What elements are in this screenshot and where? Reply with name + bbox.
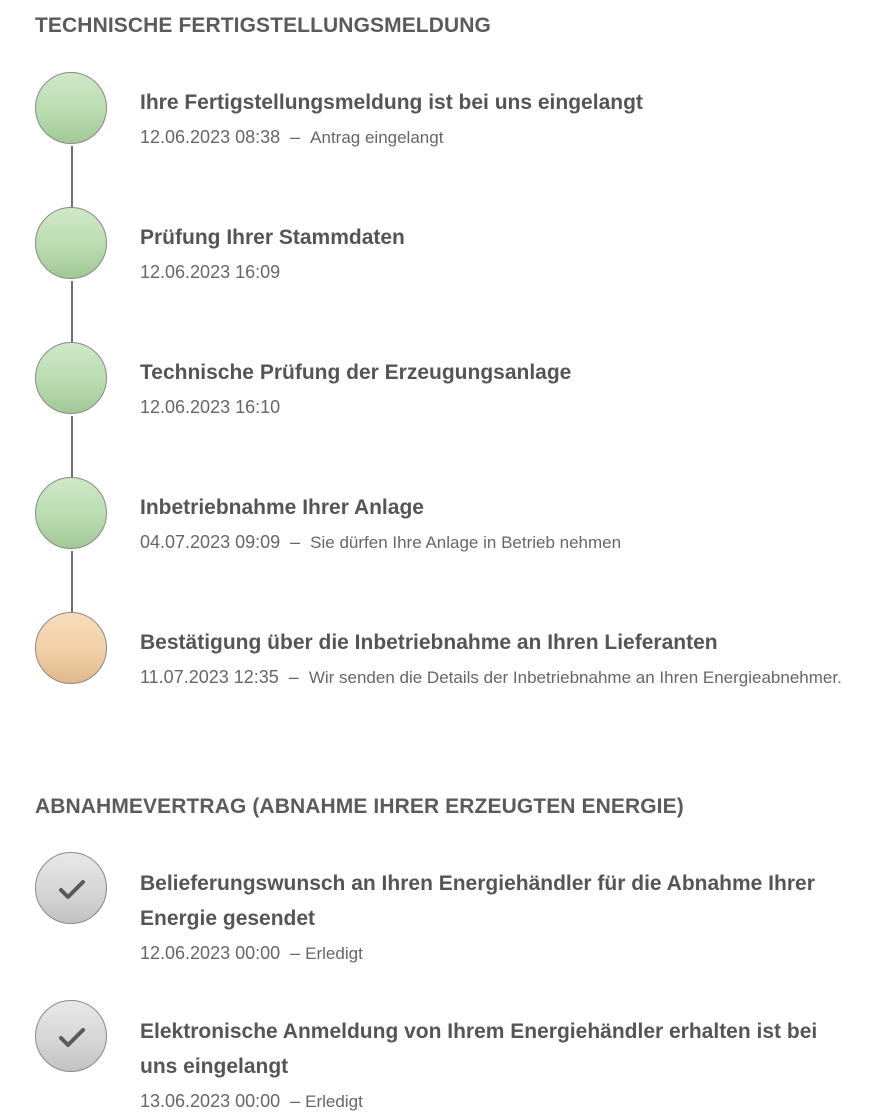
step-date: 12.06.2023 08:38 (140, 127, 281, 147)
step-date: 12.06.2023 00:00 (140, 943, 281, 963)
timeline-connector (71, 416, 73, 478)
timeline-connector (71, 146, 73, 208)
status-completed-icon (35, 207, 107, 279)
step-meta (140, 256, 860, 289)
timeline-connector (71, 551, 73, 613)
step-note: Erledigt (305, 944, 363, 963)
step-meta (140, 1085, 860, 1118)
step-title: Bestätigung über die Inbetriebnahme an Ihren Lieferanten (140, 631, 718, 654)
check-icon (56, 1021, 88, 1053)
step-title: Inbetriebnahme Ihrer Anlage (140, 496, 424, 519)
step-title: Technische Prüfung der Erzeugungsanlage (140, 361, 572, 384)
step-meta (140, 391, 860, 424)
step-title: Prüfung Ihrer Stammdaten (140, 226, 405, 249)
separator: – (280, 127, 311, 147)
step-title: Elektronische Anmeldung von Ihrem Energiehändler erhalten ist bei uns eingelangt (140, 1020, 818, 1078)
step-meta (140, 121, 860, 154)
step-title: Ihre Fertigstellungsmeldung ist bei uns eingelangt (140, 91, 643, 114)
section-title-abnahmevertrag: ABNAHMEVERTRAG (ABNAHME IHRER ERZEUGTEN ENERGIE) (35, 795, 684, 818)
check-icon (56, 873, 88, 905)
status-completed-icon (35, 342, 107, 414)
step-note: Sie dürfen Ihre Anlage in Betrieb nehmen (310, 533, 622, 552)
separator: – (280, 1091, 306, 1111)
step-date: 04.07.2023 09:09 (140, 532, 281, 552)
step-date: 11.07.2023 12:35 (140, 667, 279, 687)
separator: – (280, 532, 311, 552)
step-title: Belieferungswunsch an Ihren Energiehändler für die Abnahme Ihrer Energie gesendet (140, 872, 815, 930)
section-title-technische-fertigstellungsmeldung: TECHNISCHE FERTIGSTELLUNGSMELDUNG (35, 14, 491, 37)
step-meta (140, 937, 860, 970)
step-date: 12.06.2023 16:10 (140, 397, 281, 417)
step-note: Erledigt (305, 1092, 363, 1111)
step-meta (140, 526, 860, 559)
status-completed-icon (35, 72, 107, 144)
step-meta (140, 661, 860, 694)
separator: – (278, 667, 309, 687)
status-done-icon (35, 1000, 107, 1072)
separator: – (280, 943, 306, 963)
timeline-connector (71, 281, 73, 343)
step-note: Wir senden die Details der Inbetriebnahme an Ihren Energieabnehmer. (308, 668, 842, 687)
step-date: 12.06.2023 16:09 (140, 262, 281, 282)
step-note: Antrag eingelangt (310, 128, 444, 147)
status-done-icon (35, 852, 107, 924)
step-date: 13.06.2023 00:00 (140, 1091, 281, 1111)
status-completed-icon (35, 477, 107, 549)
status-in-progress-icon (35, 612, 107, 684)
